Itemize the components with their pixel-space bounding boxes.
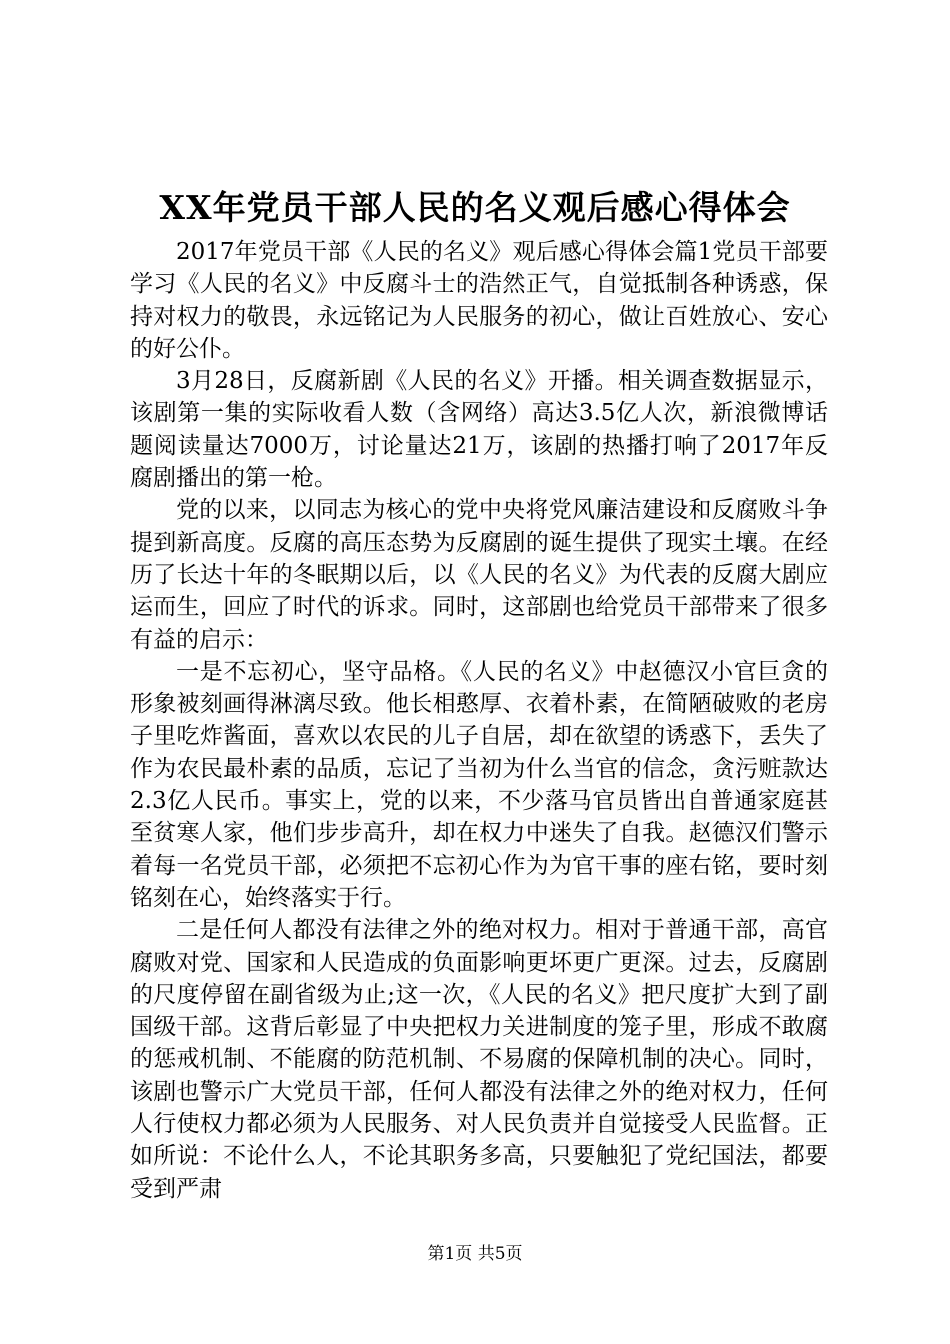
document-body [130, 236, 828, 1205]
paragraph-point-one: 一是不忘初心，坚守品格。《人民的名义》中赵德汉小官巨贪的形象被刻画得淋漓尽致。他长相憨厚、衣着朴素，在简陋破败的老房子里吃炸酱面，喜欢以农民的儿子自居，却在欲望的诱惑下，丢失了作为农民最朴素的品质，忘记了当初为什么当官的信念，贪污赃款达2.3亿人民币。事实上，党的以来，不少落马官员皆出自普通家庭甚至贫寒人家，他们步步高升，却在权力中迷失了自我。赵德汉们警示着每一名党员干部，必须把不忘初心作为为官干事的座右铭，要时刻铭刻在心，始终落实于行。 [130, 658, 828, 911]
page-number-footer: 第1页 共5页 [427, 1244, 523, 1264]
paragraph-point-two: 二是任何人都没有法律之外的绝对权力。相对于普通干部，高官腐败对党、国家和人民造成的负面影响更坏更广更深。过去，反腐剧的尺度停留在副省级为止;这一次，《人民的名义》把尺度扩大到了副国级干部。这背后彰显了中央把权力关进制度的笼子里，形成不敢腐的惩戒机制、不能腐的防范机制、不易腐的保障机制的决心。同时，该剧也警示广大党员干部，任何人都没有法律之外的绝对权力，任何人行使权力都必须为人民服务、对人民负责并自觉接受人民监督。正如所说：不论什么人，不论其职务多高，只要触犯了党纪国法，都要受到严肃 [130, 917, 828, 1202]
document-title: XX年党员干部人民的名义观后感心得体会 [159, 188, 791, 227]
paragraph-intro: 2017年党员干部《人民的名义》观后感心得体会篇1党员干部要学习《人民的名义》中反腐斗士的浩然正气，自觉抵制各种诱惑，保持对权力的敬畏，永远铭记为人民服务的初心，做让百姓放心、安心的好公仆。 [130, 239, 828, 362]
paragraph-background: 党的以来，以同志为核心的党中央将党风廉洁建设和反腐败斗争提到新高度。反腐的高压态势为反腐剧的诞生提供了现实土壤。在经历了长达十年的冬眠期以后，以《人民的名义》为代表的反腐大剧应运而生，回应了时代的诉求。同时，这部剧也给党员干部带来了很多有益的启示： [130, 497, 828, 653]
paragraph-premiere: 3月28日，反腐新剧《人民的名义》开播。相关调查数据显示，该剧第一集的实际收看人数（含网络）高达3.5亿人次，新浪微博话题阅读量达7000万，讨论量达21万，该剧的热播打响了2017年反腐剧播出的第一枪。 [130, 368, 828, 492]
